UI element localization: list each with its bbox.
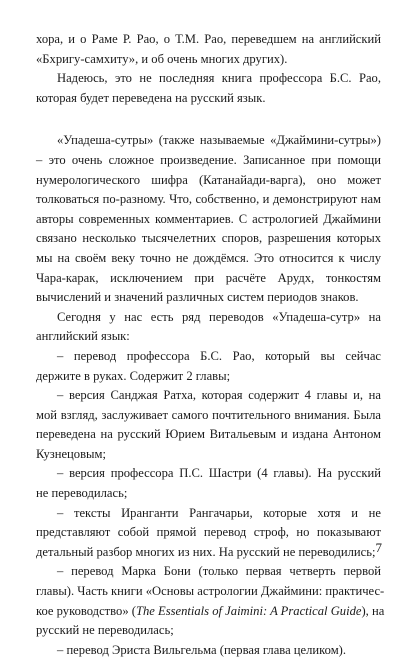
list-item-rangacharya: [36, 504, 381, 563]
text-line: авторы современных комментариев. С астрологией Джаймини: [36, 211, 381, 226]
body-text: [36, 30, 385, 660]
text-line: «Упадеша-сутры» (также называемые «Джаймини-сутры»): [57, 133, 381, 148]
paragraph-1: [36, 30, 381, 69]
text-line: Надеюсь, это не последняя книга профессора Б.С. Рао,: [57, 71, 381, 86]
text-line: вычислений и значений различных систем периодов знаков.: [36, 290, 359, 305]
book-title-italic: The Essentials of Jaimini: A Practical Guide: [135, 603, 362, 618]
text-line: [36, 602, 385, 622]
text-line: Чара-карак, исключением при расчёте Арудх, тонкостям: [36, 270, 381, 285]
list-item-rath: [36, 386, 381, 464]
text-line: – версия Санджая Ратха, которая содержит 4 главы и, на: [57, 388, 381, 403]
text-line: Сегодня у нас есть ряд переводов «Упадеша-сутр» на: [57, 309, 381, 324]
text-line: не переводилась;: [36, 486, 128, 501]
section-gap: [36, 108, 381, 131]
list-item-boni: [36, 562, 385, 640]
text-line: главы). Часть книги «Основы астрологии Джаймини: практичес-: [36, 584, 385, 599]
text-line: мой взгляд, заслуживает самого почтительного внимания. Была: [36, 407, 381, 422]
list-item-wilhelm: [36, 641, 381, 660]
text-segment: ), на: [361, 603, 385, 618]
text-line: – тексты Иранганти Рангачарьи, которые хотя и не: [57, 505, 381, 520]
text-line: «Бхригу-самхиту», и об очень многих других).: [36, 51, 288, 66]
text-line: нумерологического шифра (Катанайади-варга), оно может: [36, 172, 381, 187]
text-line: детальный разбор многих из них. На русский не переводились;: [36, 544, 376, 559]
text-line: – перевод профессора Б.С. Рао, который вы сейчас: [57, 348, 381, 363]
text-line: держите в руках. Содержит 2 главы;: [36, 368, 231, 383]
text-line: – перевод Марка Бони (только первая четверть первой: [57, 564, 381, 579]
text-line: связано несколько тысячелетних споров, разрешения которых: [36, 231, 381, 246]
paragraph-3: [36, 131, 381, 307]
text-line: хора, и о Раме Р. Рао, о Т.М. Рао, переведшем на английский: [36, 32, 381, 46]
text-line: мы на своём веку точно не дождёмся. Это относится к числу: [36, 250, 381, 265]
paragraph-4: [36, 308, 381, 347]
text-line: – это очень сложное произведение. Записанное при помощи: [36, 152, 381, 167]
text-line: Кузнецовым;: [36, 446, 106, 461]
text-line: представляют собой прямой перевод строф, но показывают: [36, 525, 381, 540]
page-number: 7: [375, 540, 382, 555]
text-line: – перевод Эриста Вильгельма (первая глава целиком).: [57, 642, 347, 657]
text-line: которая будет переведена на русский язык.: [36, 90, 266, 105]
list-item-shastri: [36, 464, 381, 503]
text-line: переведена на русский Юрием Витальевым и издана Антоном: [36, 427, 381, 442]
paragraph-2: [36, 69, 381, 108]
text-line: – версия профессора П.С. Шастри (4 главы). На русский: [57, 466, 381, 481]
text-segment: кое руководство» (: [36, 603, 136, 618]
list-item-rao: [36, 347, 381, 386]
text-line: русский не переводилась;: [36, 623, 174, 638]
text-line: толковаться по-разному. Что, собственно, и демонстрируют нам: [36, 192, 381, 207]
text-line: английский язык:: [36, 329, 130, 344]
